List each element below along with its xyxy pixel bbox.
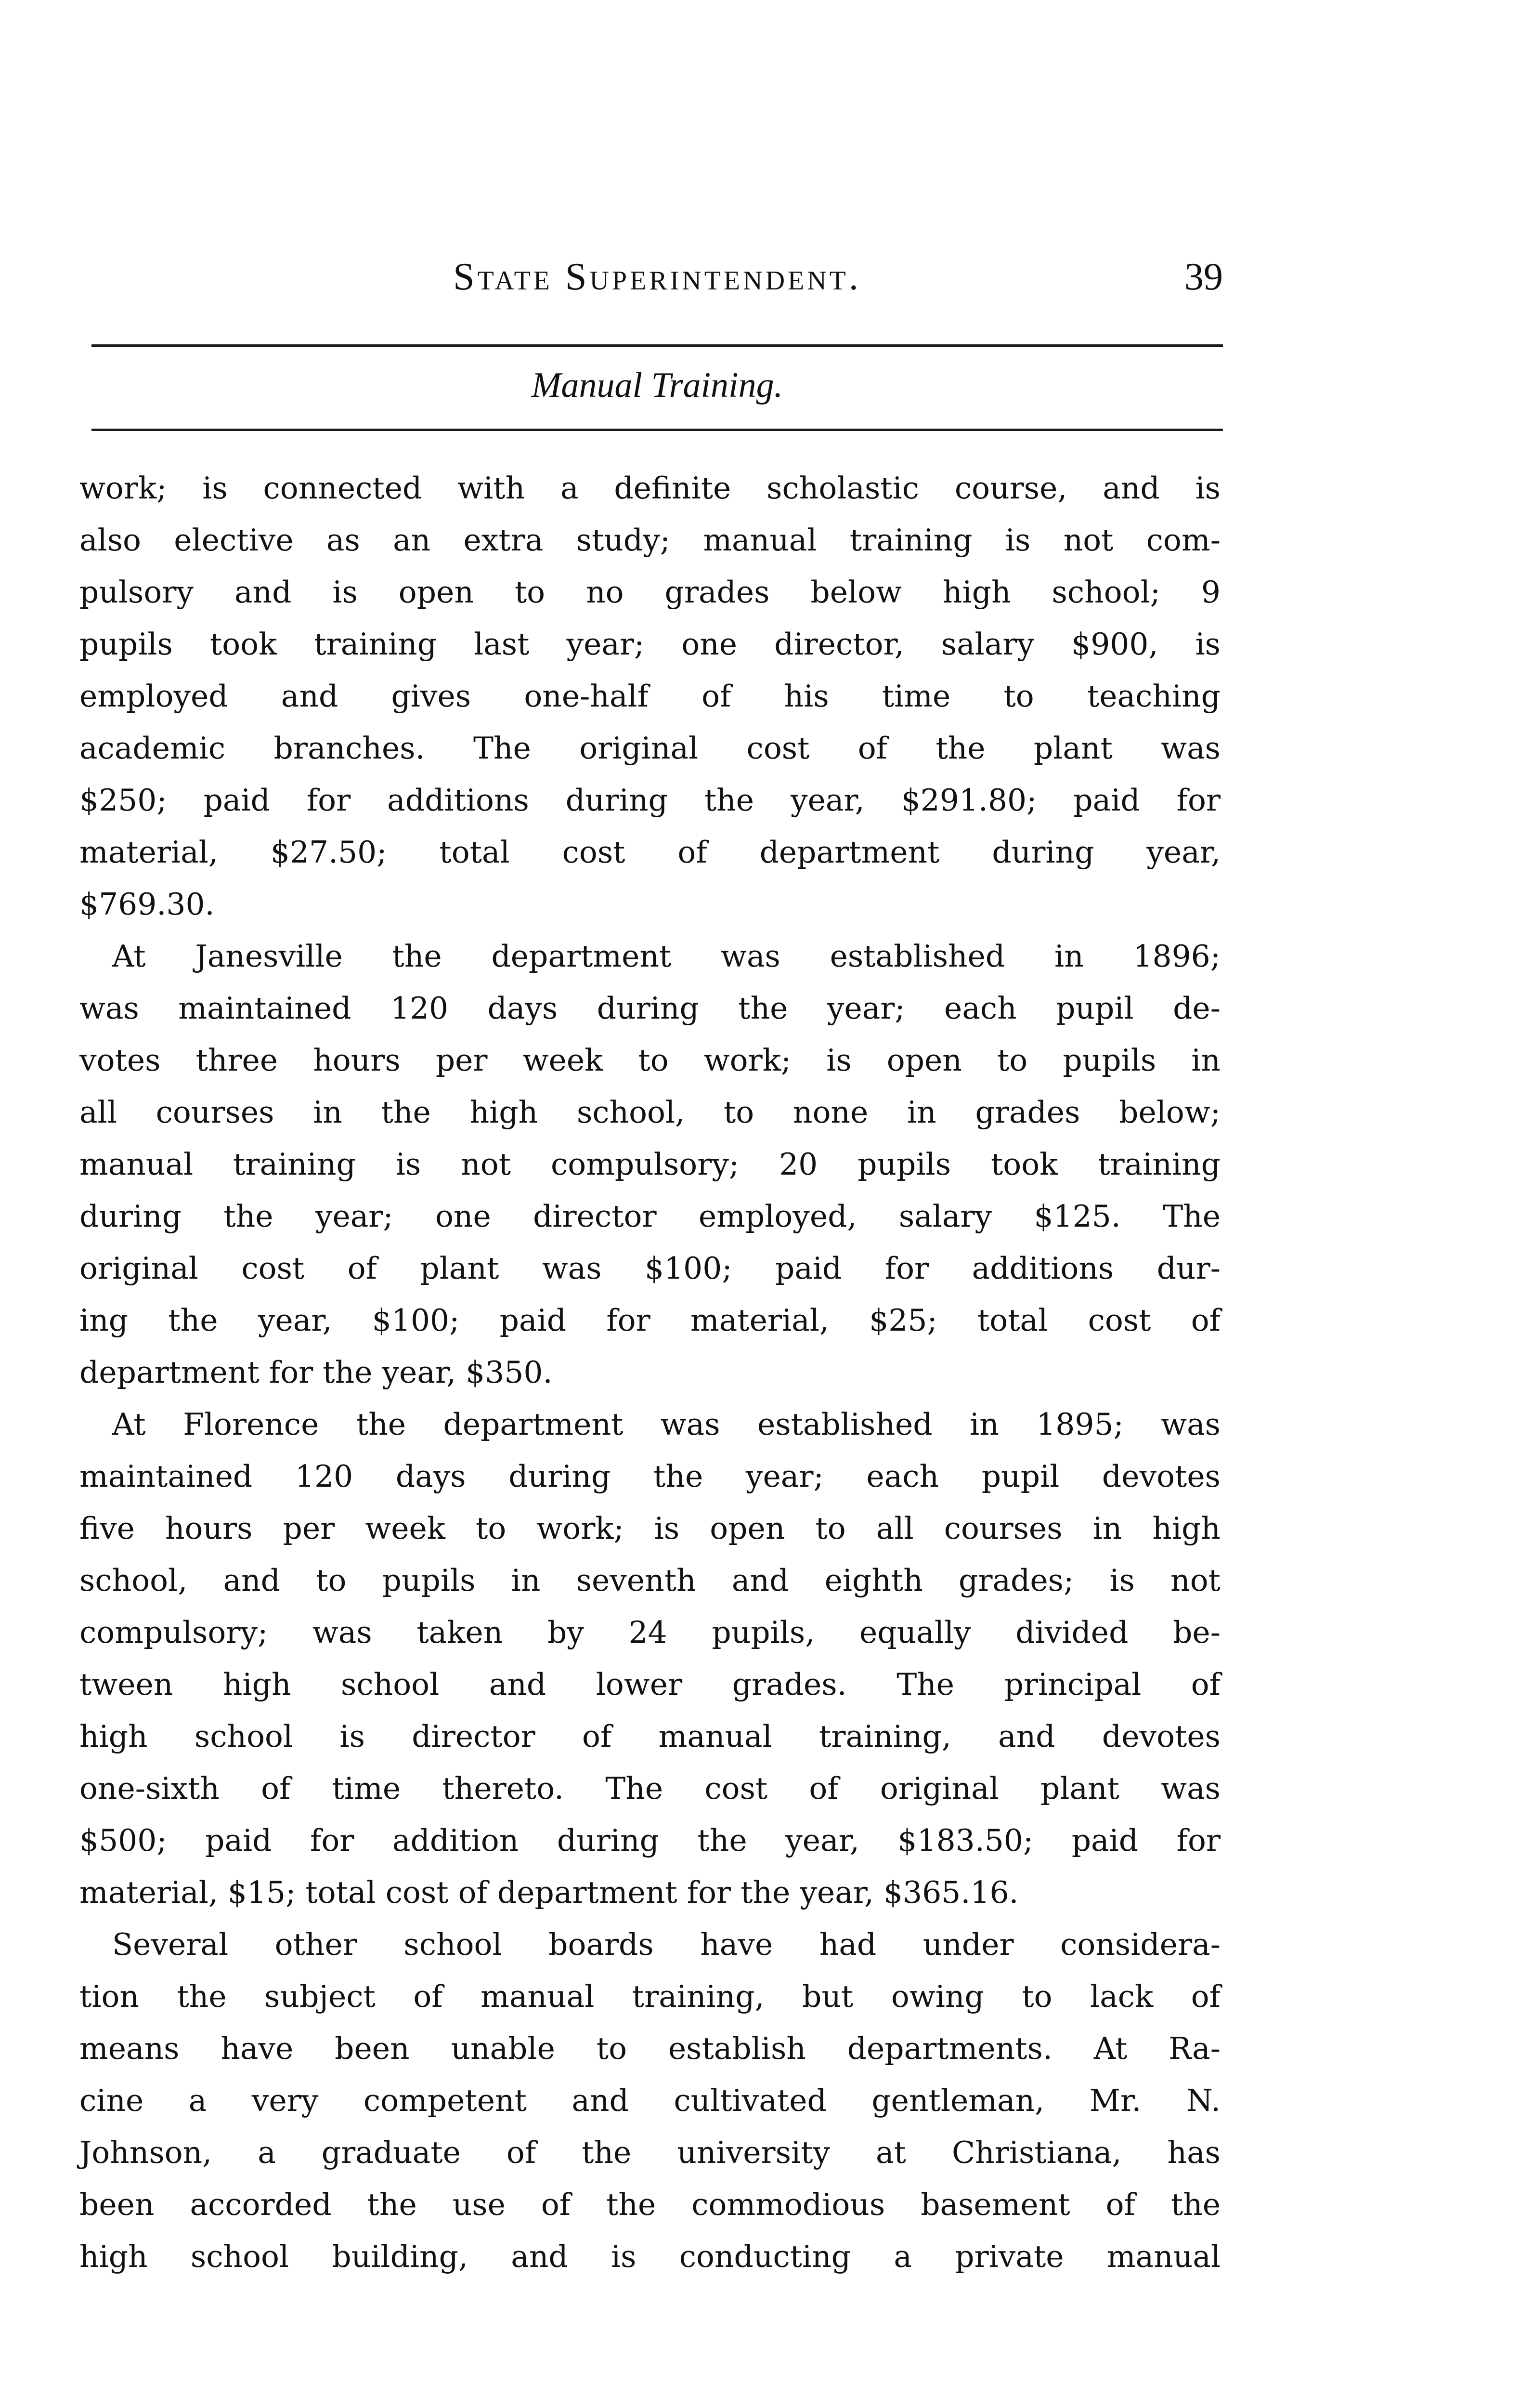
text-line: tween high school and lower grades. The principal of xyxy=(79,1667,1221,1702)
text-line: ing the year, $100; paid for material, $25; total cost of xyxy=(79,1303,1221,1338)
text-line: also elective as an extra study; manual training is not com- xyxy=(79,523,1221,558)
header-rule-top xyxy=(91,344,1223,347)
text-line: employed and gives one-half of his time to teaching xyxy=(79,679,1221,714)
text-line: At Janesville the department was established in 1896; xyxy=(112,939,1221,974)
text-line: was maintained 120 days during the year; each pupil de- xyxy=(79,991,1221,1026)
text-line: Several other school boards have had under considera- xyxy=(112,1927,1221,1962)
text-line: maintained 120 days during the year; each pupil devotes xyxy=(79,1459,1221,1494)
text-line: all courses in the high school, to none in grades below; xyxy=(79,1095,1221,1130)
text-line: during the year; one director employed, salary $125. The xyxy=(79,1199,1221,1234)
text-line: votes three hours per week to work; is open to pupils in xyxy=(79,1043,1221,1078)
running-head xyxy=(91,250,1223,303)
paragraph-4 xyxy=(79,1919,1221,2283)
text-line: pupils took training last year; one director, salary $900, is xyxy=(79,627,1221,662)
text-line: academic branches. The original cost of the plant was xyxy=(79,731,1221,766)
text-line: $250; paid for additions during the year, $291.80; paid for xyxy=(79,783,1221,818)
text-line: material, $15; total cost of department for the year, $365.16. xyxy=(79,1875,1019,1910)
text-line: material, $27.50; total cost of department during year, xyxy=(79,835,1221,870)
paragraph-2 xyxy=(79,930,1221,1399)
paragraph-1 xyxy=(79,462,1221,930)
text-line: manual training is not compulsory; 20 pupils took training xyxy=(79,1147,1221,1182)
section-heading: Manual Training. xyxy=(531,366,783,405)
text-line: tion the subject of manual training, but owing to lack of xyxy=(79,1979,1221,2014)
text-line: compulsory; was taken by 24 pupils, equally divided be- xyxy=(79,1615,1221,1650)
text-line: cine a very competent and cultivated gentleman, Mr. N. xyxy=(79,2083,1221,2118)
text-line: At Florence the department was established in 1895; was xyxy=(112,1407,1221,1442)
page-number: 39 xyxy=(1184,256,1223,298)
paragraph-3 xyxy=(79,1399,1221,1919)
text-line: school, and to pupils in seventh and eighth grades; is not xyxy=(79,1563,1221,1598)
header-rule-bottom xyxy=(91,429,1223,431)
text-line: high school is director of manual training, and devotes xyxy=(79,1719,1221,1754)
text-line: department for the year, $350. xyxy=(79,1355,553,1390)
text-line: work; is connected with a definite scholastic course, and is xyxy=(79,471,1221,506)
text-line: pulsory and is open to no grades below high school; 9 xyxy=(79,575,1221,610)
text-line: Johnson, a graduate of the university at Christiana, has xyxy=(79,2135,1221,2170)
text-line: $500; paid for addition during the year, $183.50; paid for xyxy=(79,1823,1221,1858)
text-line: five hours per week to work; is open to all courses in high xyxy=(79,1511,1221,1546)
running-head-title: State Superintendent. xyxy=(453,256,861,298)
text-line: high school building, and is conducting a private manual xyxy=(79,2239,1221,2274)
text-line: $769.30. xyxy=(79,887,215,922)
text-line: means have been unable to establish departments. At Ra- xyxy=(79,2031,1221,2066)
text-line: original cost of plant was $100; paid for additions dur- xyxy=(79,1251,1221,1286)
text-line: one-sixth of time thereto. The cost of original plant was xyxy=(79,1771,1221,1806)
text-line: been accorded the use of the commodious basement of the xyxy=(79,2187,1221,2222)
body-text xyxy=(79,462,1221,2283)
